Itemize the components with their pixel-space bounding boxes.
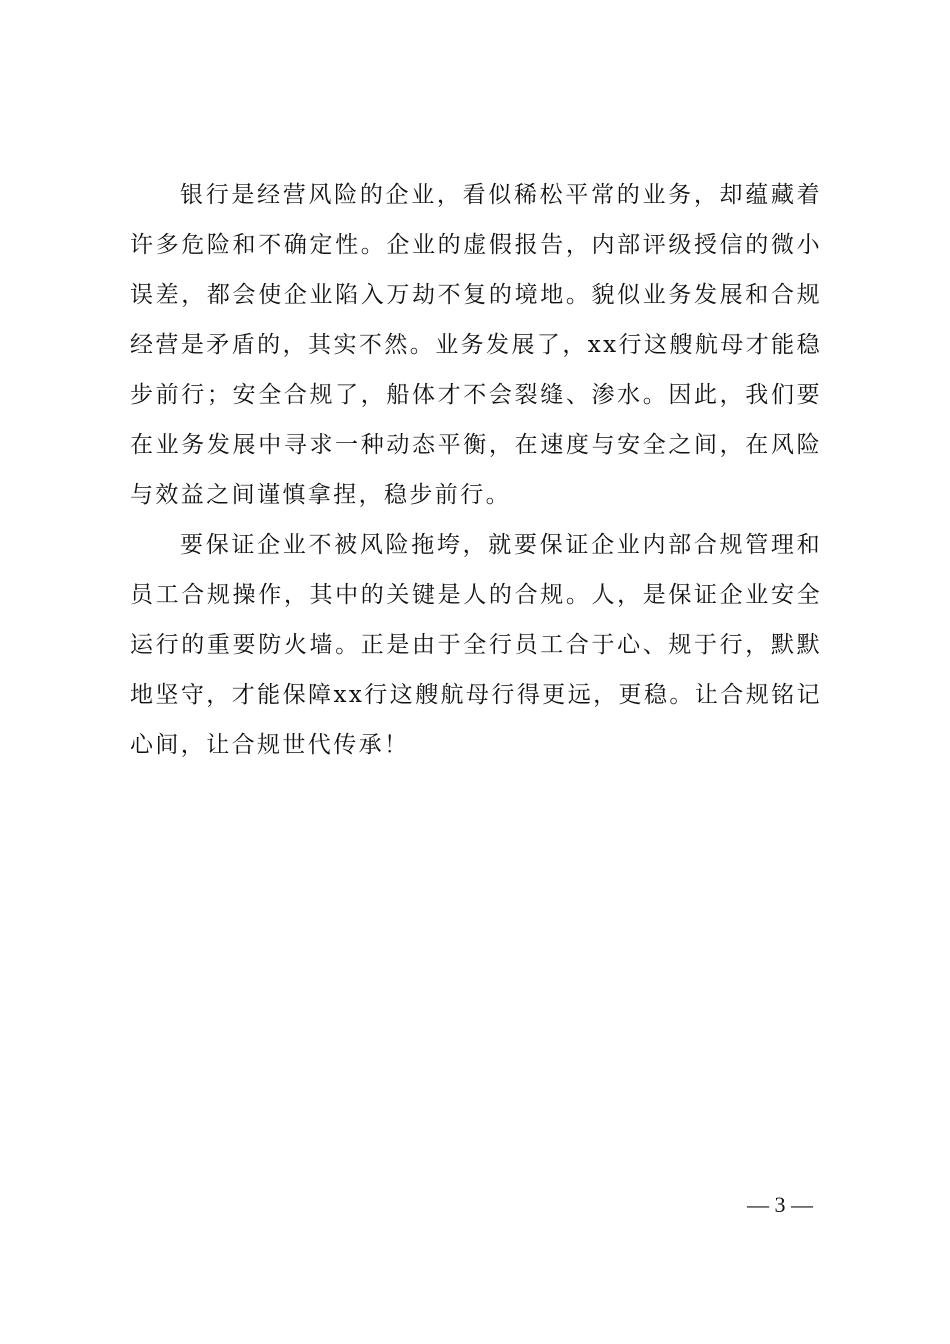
document-body xyxy=(130,170,822,770)
paragraph-1: 银行是经营风险的企业，看似稀松平常的业务，却蕴藏着许多危险和不确定性。企业的虚假报告，内部评级授信的微小误差，都会使企业陷入万劫不复的境地。貌似业务发展和合规经营是矛盾的，其实不然。业务发展了，xx行这艘航母才能稳步前行；安全合规了，船体才不会裂缝、渗水。因此，我们要在业务发展中寻求一种动态平衡，在速度与安全之间，在风险与效益之间谨慎拿捏，稳步前行。 xyxy=(130,182,822,508)
paragraph-2: 要保证企业不被风险拖垮，就要保证企业内部合规管理和员工合规操作，其中的关键是人的合规。人，是保证企业安全运行的重要防火墙。正是由于全行员工合于心、规于行，默默地坚守，才能保障xx行这艘航母行得更远，更稳。让合规铭记心间，让合规世代传承！ xyxy=(130,532,822,758)
page-number: — 3 — xyxy=(747,1192,813,1217)
